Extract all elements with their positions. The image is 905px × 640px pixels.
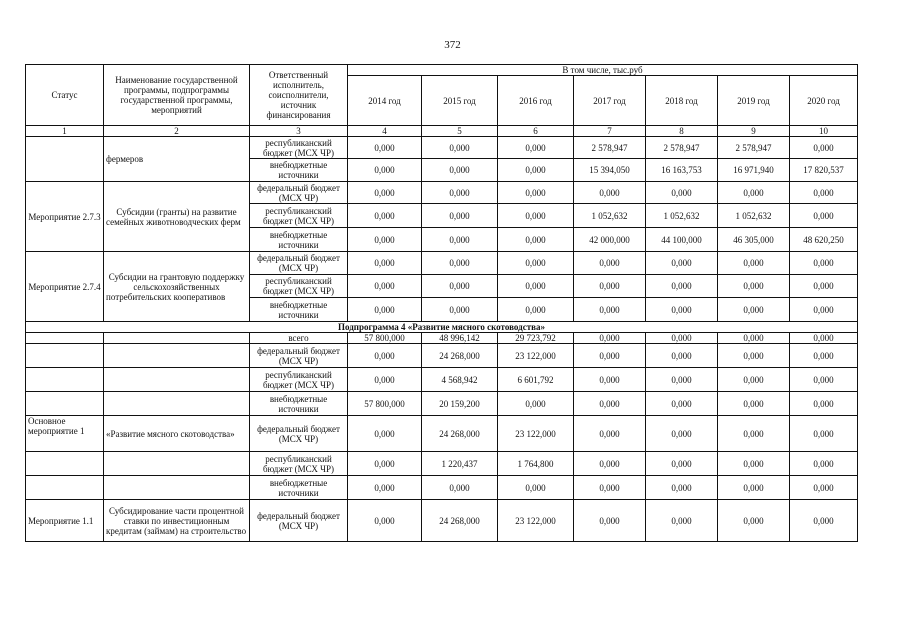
value-cell: 0,000 <box>574 298 646 322</box>
source-cell: внебюджетные источники <box>250 228 348 252</box>
name-cell <box>104 476 250 500</box>
value-cell: 0,000 <box>574 416 646 452</box>
value-cell: 0,000 <box>574 252 646 275</box>
table-row <box>26 476 858 500</box>
status-cell <box>26 344 104 368</box>
value-cell: 0,000 <box>646 298 718 322</box>
header-year: 2015 год <box>422 76 498 126</box>
column-number: 9 <box>718 126 790 137</box>
value-cell: 0,000 <box>646 344 718 368</box>
value-cell: 0,000 <box>574 275 646 298</box>
value-cell: 0,000 <box>574 368 646 392</box>
source-cell: республиканский бюджет (МСХ ЧР) <box>250 368 348 392</box>
value-cell: 24 268,000 <box>422 344 498 368</box>
value-cell: 0,000 <box>498 476 574 500</box>
table-row <box>26 416 858 452</box>
value-cell: 0,000 <box>790 452 858 476</box>
value-cell: 1 220,437 <box>422 452 498 476</box>
source-cell: всего <box>250 333 348 344</box>
source-cell: федеральный бюджет (МСХ ЧР) <box>250 182 348 204</box>
column-number: 5 <box>422 126 498 137</box>
value-cell: 0,000 <box>348 452 422 476</box>
value-cell: 0,000 <box>348 368 422 392</box>
value-cell: 1 052,632 <box>574 204 646 228</box>
value-cell: 16 163,753 <box>646 159 718 182</box>
value-cell: 2 578,947 <box>718 137 790 159</box>
value-cell: 0,000 <box>348 137 422 159</box>
value-cell: 0,000 <box>348 500 422 542</box>
value-cell: 0,000 <box>790 333 858 344</box>
status-cell: Мероприятие 2.7.4 <box>26 252 104 322</box>
column-number: 10 <box>790 126 858 137</box>
source-cell: федеральный бюджет (МСХ ЧР) <box>250 252 348 275</box>
column-numbers-row <box>26 126 858 137</box>
value-cell: 20 159,200 <box>422 392 498 416</box>
value-cell: 0,000 <box>574 333 646 344</box>
value-cell: 0,000 <box>790 392 858 416</box>
header-year: 2018 год <box>646 76 718 126</box>
header-year: 2016 год <box>498 76 574 126</box>
value-cell: 0,000 <box>718 452 790 476</box>
value-cell: 0,000 <box>498 298 574 322</box>
value-cell: 0,000 <box>574 500 646 542</box>
table-row <box>26 500 858 542</box>
status-cell: Мероприятие 2.7.3 <box>26 182 104 252</box>
value-cell: 6 601,792 <box>498 368 574 392</box>
value-cell: 0,000 <box>718 252 790 275</box>
subprogram-row <box>26 322 858 333</box>
header-year: 2017 год <box>574 76 646 126</box>
header-year: 2014 год <box>348 76 422 126</box>
value-cell: 0,000 <box>348 344 422 368</box>
value-cell: 2 578,947 <box>574 137 646 159</box>
value-cell: 0,000 <box>790 137 858 159</box>
value-cell: 29 723,792 <box>498 333 574 344</box>
value-cell: 0,000 <box>348 298 422 322</box>
name-cell: Субсидии на грантовую поддержку сельскохозяйственных потребительских кооперативов <box>104 252 250 322</box>
column-number: 2 <box>104 126 250 137</box>
status-cell: Мероприятие 1.1 <box>26 500 104 542</box>
value-cell: 0,000 <box>348 182 422 204</box>
value-cell: 0,000 <box>718 298 790 322</box>
source-cell: федеральный бюджет (МСХ ЧР) <box>250 344 348 368</box>
value-cell: 0,000 <box>422 476 498 500</box>
value-cell: 57 800,000 <box>348 333 422 344</box>
value-cell: 0,000 <box>790 476 858 500</box>
value-cell: 0,000 <box>574 182 646 204</box>
name-cell: фермеров <box>104 137 250 182</box>
value-cell: 0,000 <box>498 137 574 159</box>
value-cell: 0,000 <box>422 228 498 252</box>
value-cell: 0,000 <box>718 182 790 204</box>
table-row <box>26 368 858 392</box>
value-cell: 0,000 <box>422 298 498 322</box>
header-name: Наименование государственной программы, подпрограммы государственной программы, мероприятий <box>104 65 250 126</box>
source-cell: федеральный бюджет (МСХ ЧР) <box>250 416 348 452</box>
source-cell: республиканский бюджет (МСХ ЧР) <box>250 137 348 159</box>
value-cell: 0,000 <box>422 275 498 298</box>
value-cell: 23 122,000 <box>498 344 574 368</box>
source-cell: внебюджетные источники <box>250 476 348 500</box>
column-number: 7 <box>574 126 646 137</box>
name-cell: Субсидирование части процентной ставки по инвестиционным кредитам (займам) на строительство <box>104 500 250 542</box>
name-cell: Субсидии (гранты) на развитие семейных животноводческих ферм <box>104 182 250 252</box>
table-row <box>26 333 858 344</box>
value-cell: 0,000 <box>422 137 498 159</box>
value-cell: 0,000 <box>646 333 718 344</box>
value-cell: 0,000 <box>574 452 646 476</box>
column-number: 4 <box>348 126 422 137</box>
value-cell: 0,000 <box>646 452 718 476</box>
value-cell: 48 996,142 <box>422 333 498 344</box>
header-year: 2020 год <box>790 76 858 126</box>
value-cell: 46 305,000 <box>718 228 790 252</box>
value-cell: 1 052,632 <box>718 204 790 228</box>
value-cell: 0,000 <box>790 275 858 298</box>
table-row <box>26 182 858 204</box>
value-cell: 0,000 <box>574 476 646 500</box>
source-cell: республиканский бюджет (МСХ ЧР) <box>250 204 348 228</box>
value-cell: 0,000 <box>718 392 790 416</box>
source-cell: внебюджетные источники <box>250 159 348 182</box>
column-number: 6 <box>498 126 574 137</box>
name-cell <box>104 368 250 392</box>
value-cell: 0,000 <box>498 159 574 182</box>
value-cell: 0,000 <box>646 182 718 204</box>
header-year: 2019 год <box>718 76 790 126</box>
column-number: 8 <box>646 126 718 137</box>
header-responsible: Ответственный исполнитель, соисполнители, источник финансирования <box>250 65 348 126</box>
value-cell: 0,000 <box>348 275 422 298</box>
value-cell: 0,000 <box>718 333 790 344</box>
name-cell <box>104 392 250 416</box>
source-cell: республиканский бюджет (МСХ ЧР) <box>250 452 348 476</box>
status-cell <box>26 392 104 416</box>
value-cell: 0,000 <box>718 416 790 452</box>
status-cell <box>26 333 104 344</box>
value-cell: 0,000 <box>790 500 858 542</box>
column-number: 1 <box>26 126 104 137</box>
value-cell: 0,000 <box>790 204 858 228</box>
value-cell: 15 394,050 <box>574 159 646 182</box>
value-cell: 0,000 <box>646 416 718 452</box>
value-cell: 0,000 <box>498 228 574 252</box>
value-cell: 0,000 <box>422 204 498 228</box>
value-cell: 0,000 <box>646 368 718 392</box>
value-cell: 0,000 <box>422 159 498 182</box>
value-cell: 48 620,250 <box>790 228 858 252</box>
source-cell: внебюджетные источники <box>250 298 348 322</box>
value-cell: 0,000 <box>646 476 718 500</box>
value-cell: 44 100,000 <box>646 228 718 252</box>
value-cell: 1 764,800 <box>498 452 574 476</box>
column-number: 3 <box>250 126 348 137</box>
value-cell: 0,000 <box>646 500 718 542</box>
value-cell: 42 000,000 <box>574 228 646 252</box>
subprogram-title: Подпрограмма 4 «Развитие мясного скотоводства» <box>26 322 858 333</box>
value-cell: 0,000 <box>348 476 422 500</box>
value-cell: 0,000 <box>790 298 858 322</box>
value-cell: 24 268,000 <box>422 500 498 542</box>
value-cell: 0,000 <box>574 392 646 416</box>
header-group: В том числе, тыс.руб <box>348 65 858 76</box>
value-cell: 0,000 <box>646 252 718 275</box>
status-cell <box>26 137 104 182</box>
page-number: 372 <box>444 39 461 51</box>
status-cell <box>26 476 104 500</box>
source-cell: внебюджетные источники <box>250 392 348 416</box>
value-cell: 0,000 <box>498 204 574 228</box>
name-cell: «Развитие мясного скотоводства» <box>104 416 250 452</box>
value-cell: 0,000 <box>790 368 858 392</box>
value-cell: 0,000 <box>422 252 498 275</box>
value-cell: 0,000 <box>498 182 574 204</box>
value-cell: 0,000 <box>790 182 858 204</box>
value-cell: 0,000 <box>348 204 422 228</box>
table-row <box>26 137 858 159</box>
table-row <box>26 392 858 416</box>
value-cell: 0,000 <box>422 182 498 204</box>
status-cell: Основное мероприятие 1 <box>26 416 104 452</box>
value-cell: 2 578,947 <box>646 137 718 159</box>
source-cell: федеральный бюджет (МСХ ЧР) <box>250 500 348 542</box>
name-cell <box>104 452 250 476</box>
value-cell: 0,000 <box>790 416 858 452</box>
value-cell: 0,000 <box>718 476 790 500</box>
table-row <box>26 344 858 368</box>
value-cell: 0,000 <box>790 344 858 368</box>
value-cell: 16 971,940 <box>718 159 790 182</box>
value-cell: 24 268,000 <box>422 416 498 452</box>
table-row <box>26 252 858 275</box>
value-cell: 0,000 <box>574 344 646 368</box>
value-cell: 0,000 <box>498 275 574 298</box>
budget-table <box>25 64 858 542</box>
table-row <box>26 452 858 476</box>
value-cell: 23 122,000 <box>498 500 574 542</box>
value-cell: 4 568,942 <box>422 368 498 392</box>
name-cell <box>104 344 250 368</box>
value-cell: 23 122,000 <box>498 416 574 452</box>
value-cell: 0,000 <box>348 159 422 182</box>
value-cell: 0,000 <box>498 392 574 416</box>
value-cell: 57 800,000 <box>348 392 422 416</box>
value-cell: 0,000 <box>718 368 790 392</box>
value-cell: 1 052,632 <box>646 204 718 228</box>
value-cell: 0,000 <box>348 252 422 275</box>
value-cell: 17 820,537 <box>790 159 858 182</box>
value-cell: 0,000 <box>718 344 790 368</box>
header-status: Статус <box>26 65 104 126</box>
status-cell <box>26 368 104 392</box>
value-cell: 0,000 <box>646 275 718 298</box>
value-cell: 0,000 <box>348 416 422 452</box>
source-cell: республиканский бюджет (МСХ ЧР) <box>250 275 348 298</box>
value-cell: 0,000 <box>348 228 422 252</box>
value-cell: 0,000 <box>790 252 858 275</box>
value-cell: 0,000 <box>646 392 718 416</box>
status-cell <box>26 452 104 476</box>
value-cell: 0,000 <box>498 252 574 275</box>
name-cell <box>104 333 250 344</box>
value-cell: 0,000 <box>718 500 790 542</box>
value-cell: 0,000 <box>718 275 790 298</box>
